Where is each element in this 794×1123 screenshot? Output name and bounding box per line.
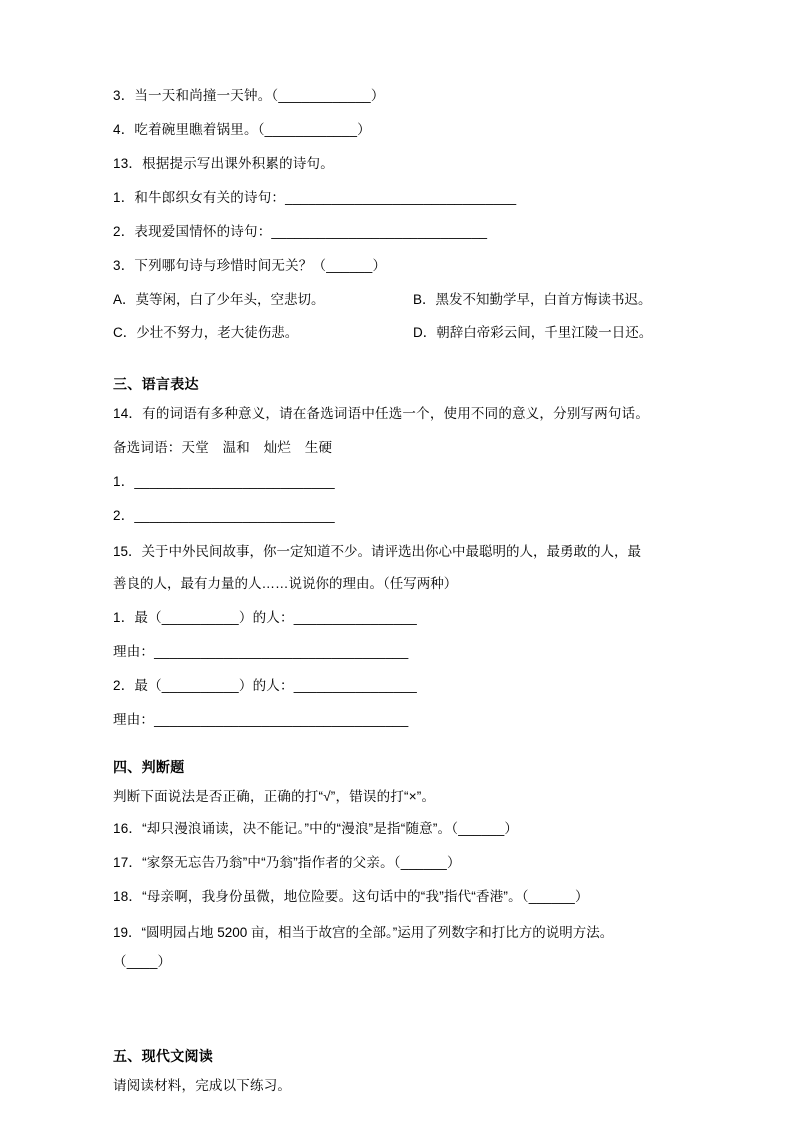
question-19-line-1: 19．“圆明园占地 5200 亩，相当于故宫的全部。”运用了列数字和打比方的说明方法。 [113, 924, 614, 940]
question-15-stem-line-1: 15．关于中外民间故事，你一定知道不少。请评选出你心中最聪明的人，最勇敢的人，最 [113, 544, 642, 560]
choice-d: D．朝辞白帝彩云间，千里江陵一日还。 [413, 325, 653, 341]
section-five-instruction: 请阅读材料，完成以下练习。 [113, 1078, 292, 1094]
question-14-blank-2: 2．__________________________ [113, 508, 335, 524]
section-heading-three: 三、语言表达 [113, 376, 199, 393]
choice-c: C．少壮不努力，老大徒伤悲。 [113, 325, 299, 341]
question-15-reason-1: 理由：_________________________________ [113, 644, 409, 660]
section-heading-five: 五、现代文阅读 [113, 1048, 214, 1065]
question-15-item-1: 1．最（__________）的人：________________ [113, 610, 418, 626]
question-19-line-2: （____） [113, 954, 172, 970]
question-13-stem: 13．根据提示写出课外积累的诗句。 [113, 155, 334, 171]
section-four-instruction: 判断下面说法是否正确，正确的打“√”，错误的打“×”。 [113, 789, 436, 804]
choice-a: A．莫等闲，白了少年头，空悲切。 [113, 291, 325, 307]
choice-row-ab [113, 290, 698, 311]
question-15-reason-2: 理由：_________________________________ [113, 712, 409, 728]
question-3-text: 3．当一天和尚撞一天钟。（____________） [113, 88, 385, 103]
question-17: 17．“家祭无忘告乃翁”中“乃翁”指作者的父亲。（______） [113, 854, 461, 870]
question-18: 18．“母亲啊，我身份虽微，地位险要。这句话中的“我”指代“香港”。（______） [113, 888, 589, 904]
question-13-sub-1: 1．和牛郎织女有关的诗句：______________________________ [113, 189, 517, 205]
question-13-sub-2: 2．表现爱国情怀的诗句：____________________________ [113, 223, 488, 239]
question-4-text: 4．吃着碗里瞧着锅里。（____________） [113, 121, 371, 137]
question-14-blank-1: 1．__________________________ [113, 474, 335, 490]
question-15-item-2: 2．最（__________）的人：________________ [113, 678, 418, 694]
section-heading-four: 四、判断题 [113, 759, 185, 775]
choice-row-cd [113, 323, 698, 344]
question-14-word-bank: 备选词语：天堂 温和 灿烂 生硬 [113, 440, 333, 456]
question-14-stem: 14．有的词语有多种意义，请在备选词语中任选一个，使用不同的意义，分别写两句话。 [113, 406, 650, 422]
question-13-sub-3: 3．下列哪句诗与珍惜时间无关？（______） [113, 257, 387, 273]
choice-b: B．黑发不知勤学早，白首方悔读书迟。 [413, 291, 652, 307]
section-gap [113, 986, 698, 1020]
question-15-stem-line-2: 善良的人，最有力量的人……说说你的理由。（任写两种） [113, 575, 458, 591]
question-16: 16．“却只漫浪诵读，决不能记。”中的“漫浪”是指“随意”。（______） [113, 820, 519, 836]
